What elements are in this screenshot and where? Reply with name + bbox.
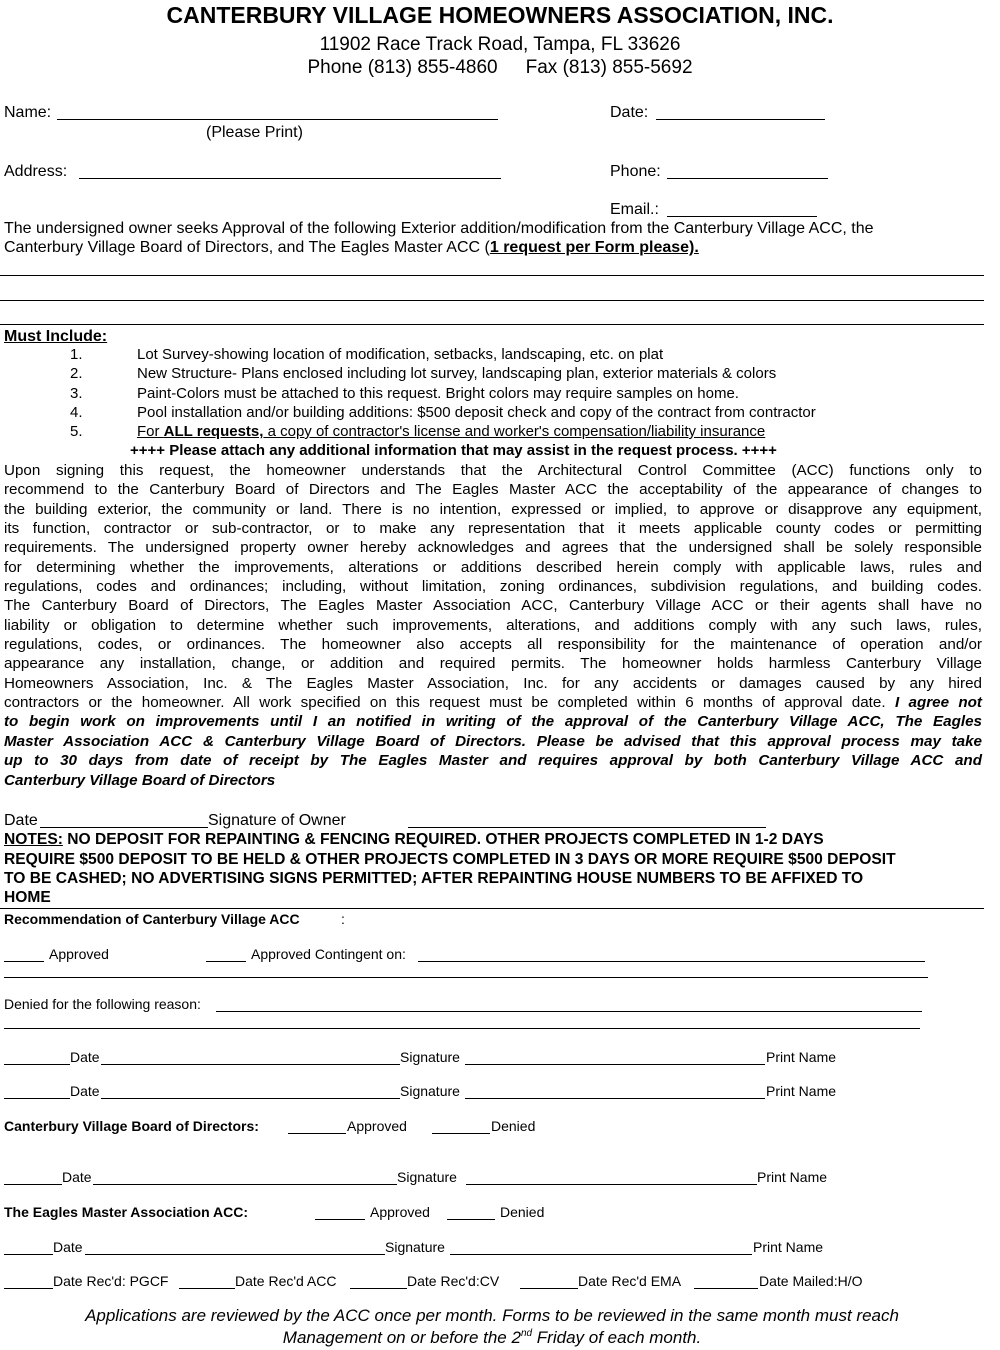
item-text-part: For xyxy=(137,423,164,440)
item-text: New Structure- Plans enclosed including lot survey, landscaping plan, exterior materials & colors xyxy=(137,365,777,382)
acc-rec-label: Date Rec'd ACC xyxy=(235,1273,337,1289)
acc-contingent-field-2[interactable] xyxy=(4,977,928,978)
acc-denied-field[interactable] xyxy=(216,1011,922,1012)
board-approved-label: Approved xyxy=(347,1118,407,1134)
terms-line: Upon signing this request, the homeowner understands that the Architectural Control Committee (ACC) functions only to xyxy=(4,462,982,479)
address-label: Address: xyxy=(4,163,68,180)
notes-line: HOME xyxy=(4,889,51,906)
board-denied-blank[interactable] xyxy=(432,1133,490,1134)
owner-date-field[interactable] xyxy=(40,827,208,828)
acc-rec-date-field[interactable] xyxy=(179,1288,235,1289)
eagles-date-line[interactable] xyxy=(85,1254,385,1255)
eagles-denied-label: Denied xyxy=(500,1204,545,1220)
modification-line-1[interactable] xyxy=(0,275,984,276)
intro-text: Canterbury Village Board of Directors, and The Eagles Master ACC ( xyxy=(4,239,490,256)
acc-approved-label: Approved xyxy=(49,946,109,962)
owner-signature-label: Signature of Owner xyxy=(208,812,346,829)
board-approved-blank[interactable] xyxy=(288,1133,346,1134)
please-print-note: (Please Print) xyxy=(206,124,303,141)
footer-line-2 xyxy=(0,1327,984,1349)
footer-text: Friday of each month. xyxy=(532,1328,702,1347)
acc-date-line-2[interactable] xyxy=(101,1098,400,1099)
phone-field[interactable] xyxy=(667,178,828,179)
item-text: Pool installation and/or building additions: $500 deposit check and copy of the contract from contractor xyxy=(137,404,816,421)
acc-approved-blank[interactable] xyxy=(4,961,44,962)
footer-superscript: nd xyxy=(520,1328,533,1339)
notes-label: NOTES: xyxy=(4,831,63,848)
board-date-field[interactable] xyxy=(4,1184,62,1185)
mailed-label: Date Mailed:H/O xyxy=(759,1273,863,1289)
board-title: Canterbury Village Board of Directors: xyxy=(4,1118,259,1134)
acc-contingent-label: Approved Contingent on: xyxy=(251,946,406,962)
org-address: 11902 Race Track Road, Tampa, FL 33626 xyxy=(319,34,681,55)
terms-line: The Canterbury Board of Directors, The Eagles Master Association ACC, Canterbury Village ACC or their agents shall have no xyxy=(4,597,982,615)
terms-line: recommend to the Canterbury Board of Directors and The Eagles Master ACC the acceptability of the appearance of changes to xyxy=(4,481,982,499)
date-field[interactable] xyxy=(656,119,825,120)
eagles-print-name-label: Print Name xyxy=(753,1239,824,1255)
eagles-date-label: Date xyxy=(53,1239,83,1255)
terms-line: its function, contractor or sub-contractor, or to make any representation that it meets applicable county codes or permitting xyxy=(4,520,982,538)
mailed-date-field[interactable] xyxy=(694,1288,758,1289)
acc-print-name-label: Print Name xyxy=(766,1049,837,1065)
terms-line: appearance any installation, change, or addition and required permits. The homeowner holds harmless Canterbury Village xyxy=(4,655,982,673)
notes-line: TO BE CASHED; NO ADVERTISING SIGNS PERMITTED; AFTER REPAINTING HOUSE NUMBERS TO BE AFFIXED TO xyxy=(4,870,864,887)
org-fax: Fax (813) 855-5692 xyxy=(525,57,693,78)
acc-date-field[interactable] xyxy=(4,1064,70,1065)
acc-signature-label-2: Signature xyxy=(400,1083,460,1099)
email-field[interactable] xyxy=(667,216,817,217)
eagles-signature-label: Signature xyxy=(385,1239,445,1255)
name-field[interactable] xyxy=(57,119,498,120)
org-phone: Phone (813) 855-4860 xyxy=(307,57,498,78)
email-label: Email.: xyxy=(610,201,659,218)
ema-date-field[interactable] xyxy=(520,1288,578,1289)
agreement-line: up to 30 days from date of receipt by The Eagles Master and requires approval by both Canterbury Village ACC and xyxy=(4,752,982,770)
acc-date-label: Date xyxy=(70,1049,100,1065)
acc-print-name-label-2: Print Name xyxy=(766,1083,837,1099)
item-text-bold: ALL requests, xyxy=(163,423,264,440)
acc-date-label-2: Date xyxy=(70,1083,100,1099)
modification-line-3[interactable] xyxy=(0,324,984,325)
ema-label: Date Rec'd EMA xyxy=(578,1273,682,1289)
notes-line: REQUIRE $500 DEPOSIT TO BE HELD & OTHER PROJECTS COMPLETED IN 3 DAYS OR MORE REQUIRE $500 DEPOSIT xyxy=(4,851,896,868)
agreement-line: to begin work on improvements until I an notified in writing of the approval of the Canterbury Village ACC, The Eagles xyxy=(4,713,982,731)
item-number: 2. xyxy=(70,365,83,382)
owner-signature-field[interactable] xyxy=(408,827,766,828)
acc-signature-field-2[interactable] xyxy=(465,1098,765,1099)
terms-line xyxy=(4,693,982,712)
terms-line: liability or obligation to determine whether such improvements, alterations, and additions comply with any such laws, rules, xyxy=(4,616,982,634)
acc-signature-label: Signature xyxy=(400,1049,460,1065)
pgcf-label: Date Rec'd: PGCF xyxy=(53,1273,169,1289)
org-title: CANTERBURY VILLAGE HOMEOWNERS ASSOCIATION, INC. xyxy=(166,2,834,28)
date-label: Date: xyxy=(610,104,649,121)
item-number: 5. xyxy=(70,423,83,440)
pgcf-date-field[interactable] xyxy=(4,1288,53,1289)
intro-line-1: The undersigned owner seeks Approval of the following Exterior addition/modification from the Canterbury Village ACC, the xyxy=(4,220,874,237)
item-number: 1. xyxy=(70,346,83,363)
eagles-approved-label: Approved xyxy=(370,1204,430,1220)
eagles-date-field[interactable] xyxy=(4,1254,53,1255)
board-date-label: Date xyxy=(62,1169,92,1185)
notes-text: NO DEPOSIT FOR REPAINTING & FENCING REQUIRED. OTHER PROJECTS COMPLETED IN 1-2 DAYS xyxy=(62,831,824,848)
section-divider xyxy=(0,908,984,909)
terms-line: regulations, codes, or ordinances. The homeowner also accepts all responsibility for the maintenance of operation and/or xyxy=(4,636,982,654)
board-signature-field[interactable] xyxy=(466,1184,757,1185)
notes-line xyxy=(4,830,824,849)
terms-line: requirements. The undersigned property owner hereby acknowledges and agrees that the undersigned shall be solely responsible xyxy=(4,539,982,557)
org-contact xyxy=(0,57,1000,79)
acc-signature-field[interactable] xyxy=(465,1064,765,1065)
acc-denied-field-2[interactable] xyxy=(4,1028,920,1029)
eagles-signature-field[interactable] xyxy=(450,1254,752,1255)
item-text: Lot Survey-showing location of modification, setbacks, landscaping, etc. on plat xyxy=(137,346,664,363)
eagles-title: The Eagles Master Association ACC: xyxy=(4,1204,249,1220)
item-text xyxy=(137,423,765,441)
name-label: Name: xyxy=(4,104,52,121)
must-include-title: Must Include: xyxy=(4,328,108,345)
item-number: 4. xyxy=(70,404,83,421)
footer-text: Management on or before the 2 xyxy=(282,1328,521,1347)
acc-date-field-2[interactable] xyxy=(4,1098,70,1099)
owner-date-label: Date xyxy=(4,812,38,829)
address-field[interactable] xyxy=(79,178,501,179)
board-print-name-label: Print Name xyxy=(757,1169,828,1185)
terms-line: the building exterior, the community or land. There is no intention, expressed or implied, to approve or disapprove any equipment, xyxy=(4,500,982,518)
board-denied-label: Denied xyxy=(491,1118,536,1134)
agreement-line: Canterbury Village Board of Directors xyxy=(4,771,276,789)
acc-contingent-field[interactable] xyxy=(418,961,925,962)
cv-date-field[interactable] xyxy=(350,1288,407,1289)
acc-title-colon: : xyxy=(341,911,345,927)
eagles-denied-blank[interactable] xyxy=(447,1219,495,1220)
terms-line: Homeowners Association, Inc. & The Eagles Master Association, Inc. for any accidents or damages caused by any hired xyxy=(4,674,982,692)
cv-label: Date Rec'd:CV xyxy=(407,1273,500,1289)
terms-line: for determining whether the improvements, alterations or additions described herein comply with applicable laws, rules and xyxy=(4,558,982,576)
acc-date-line[interactable] xyxy=(101,1064,400,1065)
agreement-text: I agree not xyxy=(894,694,982,712)
eagles-approved-blank[interactable] xyxy=(315,1219,365,1220)
item-number: 3. xyxy=(70,385,83,402)
attach-note: ++++ Please attach any additional information that may assist in the request process. ++++ xyxy=(130,442,777,459)
modification-line-2[interactable] xyxy=(0,300,984,301)
phone-label: Phone: xyxy=(610,163,661,180)
agreement-line: Master Association ACC & Canterbury Village Board of Directors. Please be advised that this approval process may take xyxy=(4,732,982,750)
terms-paragraph xyxy=(4,461,982,790)
item-text: Paint-Colors must be attached to this request. Bright colors may require samples on home. xyxy=(137,385,739,402)
item-text-part: a copy of contractor's license and worker's compensation/liability insurance xyxy=(263,423,766,440)
intro-line-2 xyxy=(4,238,699,257)
terms-line: regulations, codes and ordinances; including, without limitation, zoning ordinances, subdivision regulations, and building codes. xyxy=(4,578,982,596)
acc-denied-label: Denied for the following reason: xyxy=(4,996,201,1012)
acc-title: Recommendation of Canterbury Village ACC xyxy=(4,911,300,927)
footer-line-1: Applications are reviewed by the ACC once per month. Forms to be reviewed in the same month must reach xyxy=(85,1306,899,1325)
board-signature-label: Signature xyxy=(397,1169,457,1185)
acc-contingent-blank[interactable] xyxy=(206,961,246,962)
terms-text: contractors or the homeowner. All work specified on this request must be completed within 6 months of approval date. xyxy=(4,694,886,712)
one-request-note: 1 request per Form please). xyxy=(489,239,699,256)
board-date-line[interactable] xyxy=(93,1184,397,1185)
